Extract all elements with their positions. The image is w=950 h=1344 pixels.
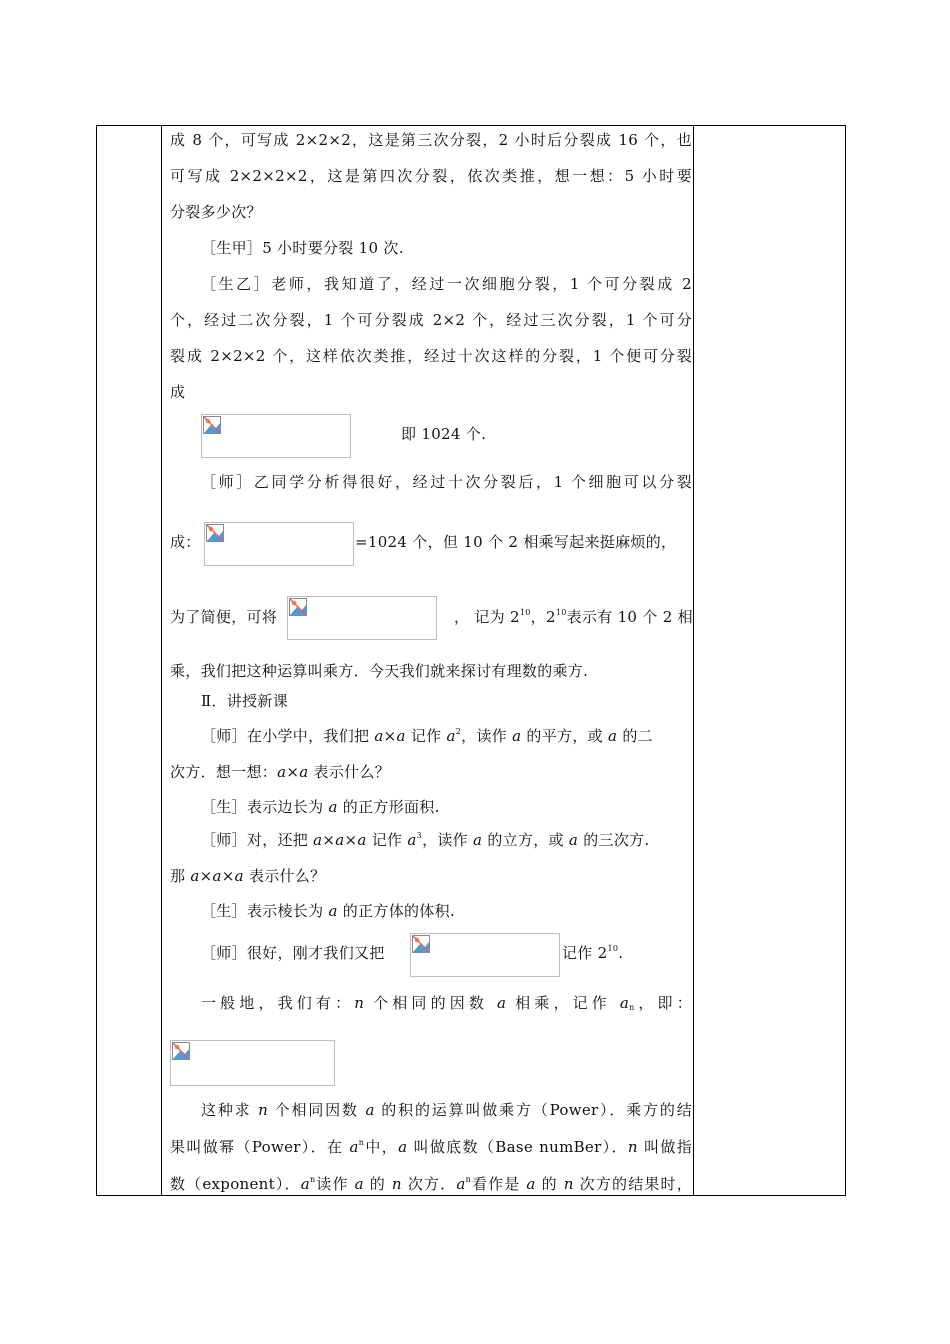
formula-image-placeholder [201, 414, 351, 458]
broken-image-icon [289, 598, 307, 616]
text-line: 即 1024 个. [401, 425, 487, 443]
text-line: 数（exponent）．$a^n$读作 a 的 n 次方．$a^n$看作是 a 的 n 次方的结果时， [170, 1175, 693, 1193]
column-divider-left [161, 126, 162, 1195]
text-line: 可写成 2×2×2×2，这是第四次分裂，依次类推，想一想：5 小时要 [170, 167, 692, 185]
broken-image-icon [172, 1042, 190, 1060]
text-line: 一般地，我们有：n 个相同的因数 a 相乘，记作 $a_n$，即： [201, 994, 693, 1012]
text-line: 那 a×a×a 表示什么？ [170, 867, 326, 885]
text-line: 成 8 个，可写成 2×2×2，这是第三次分裂，2 小时后分裂成 16 个，也 [170, 131, 692, 149]
broken-image-icon [203, 416, 221, 434]
text-line: 成 [170, 383, 186, 401]
formula-image-placeholder [287, 596, 437, 640]
text-line: ［生］表示边长为 a 的正方形面积. [201, 798, 440, 816]
text-line: ［师］在小学中，我们把 a×a 记作 $a^2$，读作 a 的平方，或 a 的二 [201, 727, 653, 745]
text-line: ， 记为 $2^{10}$，$2^{10}$表示有 10 个 2 相 [454, 608, 693, 626]
student-a-answer: ［生甲］5 小时要分裂 10 次. [201, 239, 404, 257]
formula-image-placeholder [204, 522, 354, 566]
text-line: 成： [170, 533, 201, 551]
text-line: ［师］乙同学分析得很好，经过十次分裂后，1 个细胞可以分裂 [201, 473, 692, 491]
text-line: 个，经过二次分裂，1 个可分裂成 2×2 个，经过三次分裂，1 个可分 [170, 311, 692, 329]
section-title: Ⅱ．讲授新课 [201, 692, 288, 710]
text-line: 分裂多少次？ [170, 203, 262, 221]
text-line: ［师］很好，刚才我们又把 [201, 944, 385, 962]
text-line: 乘，我们把这种运算叫乘方．今天我们就来探讨有理数的乘方. [170, 662, 589, 680]
text-line: 裂成 2×2×2 个，这样依次类推，经过十次这样的分裂，1 个便可分裂 [170, 347, 692, 365]
formula-image-placeholder [170, 1040, 335, 1086]
text-line: 这种求 n 个相同因数 a 的积的运算叫做乘方（Power）．乘方的结 [201, 1101, 693, 1119]
text-line: ［师］对，还把 a×a×a 记作 $a^3$，读作 a 的立方，或 a 的三次方. [201, 831, 650, 849]
broken-image-icon [412, 935, 430, 953]
text-line: 次方．想一想：a×a 表示什么？ [170, 763, 391, 781]
formula-image-placeholder [410, 933, 560, 977]
text-line: 果叫做幂（Power）．在 $a^n$中，a 叫做底数（Base numBer）．n 叫做指 [170, 1138, 693, 1156]
text-line: ［生乙］老师，我知道了，经过一次细胞分裂，1 个可分裂成 2 [201, 275, 692, 293]
column-divider-right [693, 126, 694, 1195]
text-line: =1024 个，但 10 个 2 相乘写起来挺麻烦的， [355, 533, 677, 551]
text-line: 记作 $2^{10}$. [562, 944, 624, 962]
broken-image-icon [206, 524, 224, 542]
text-line: 为了简便，可将 [170, 608, 278, 626]
text-line: ［生］表示棱长为 a 的正方体的体积. [201, 902, 455, 920]
